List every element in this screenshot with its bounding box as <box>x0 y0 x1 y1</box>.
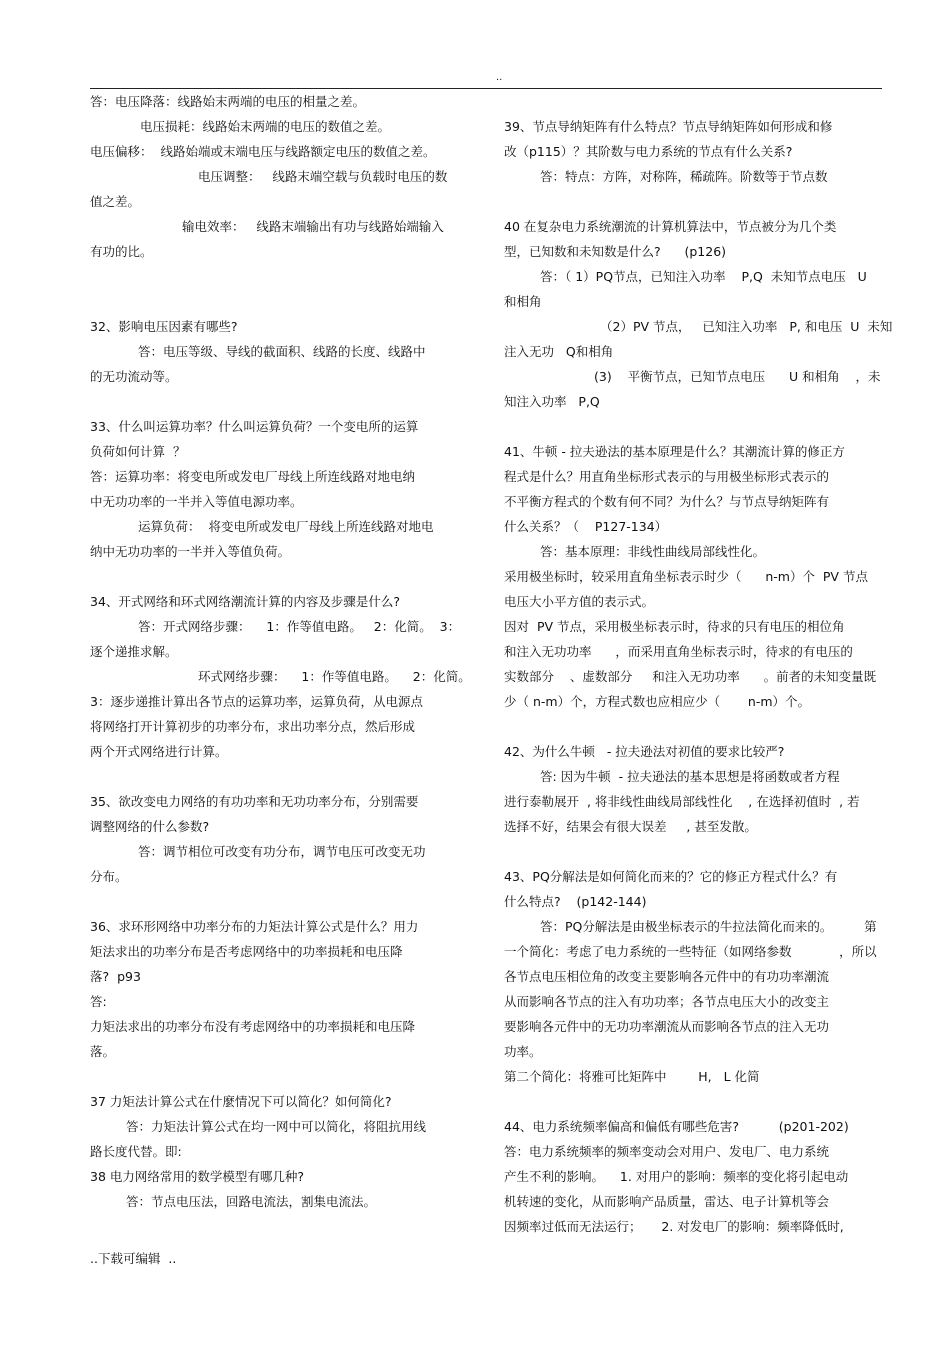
left-text-line: 37 力矩法计算公式在什麼情况下可以简化？如何简化? <box>90 1094 392 1109</box>
right-text-line <box>504 189 884 214</box>
left-text-line: 路长度代替。即: <box>90 1144 182 1159</box>
left-text-line: 落。 <box>90 1044 116 1059</box>
left-text-line: 电压偏移： 线路始端或末端电压与线路额定电压的数值之差。 <box>90 144 436 159</box>
right-text-line: 什么关系？（ P127-134） <box>504 519 668 534</box>
right-text-line: 和相角 <box>504 294 542 309</box>
left-text-line: 36、求环形网络中功率分布的力矩法计算公式是什么？用力 <box>90 919 419 934</box>
left-text-line <box>90 289 460 314</box>
right-text-line: 改（p115）？其阶数与电力系统的节点有什么关系? <box>504 144 793 159</box>
left-text-line: 将网络打开计算初步的功率分布，求出功率分点，然后形成 <box>90 719 416 734</box>
left-text-line <box>90 889 460 914</box>
left-text-line: 逐个递推求解。 <box>90 644 178 659</box>
right-text-line <box>504 714 884 739</box>
right-text-line: 答：电力系统频率的频率变动会对用户、发电厂、电力系统 <box>504 1144 830 1159</box>
right-text-line: 电压大小平方值的表示式。 <box>504 594 655 609</box>
right-text-line <box>504 89 884 114</box>
right-text-line <box>504 414 884 439</box>
right-text-line: 采用极坐标时，较采用直角坐标表示时少（ n-m）个 PV 节点 <box>504 569 868 584</box>
left-text-line: 3：逐步递推计算出各节点的运算功率，运算负荷，从电源点 <box>90 694 423 709</box>
right-text-line: 不平衡方程式的个数有何不同？为什么？与节点导纳矩阵有 <box>504 494 830 509</box>
left-text-line: 答: <box>90 994 107 1009</box>
right-text-line: 39、节点导纳矩阵有什么特点？节点导纳矩阵如何形成和修 <box>504 119 833 134</box>
right-text-line: 各节点电压相位角的改变主要影响各元件中的有功功率潮流 <box>504 969 830 984</box>
right-text-line: 从而影响各节点的注入有功功率；各节点电压大小的改变主 <box>504 994 830 1009</box>
left-text-line: 答：调节相位可改变有功分布，调节电压可改变无功 <box>138 844 426 859</box>
left-text-line: 33、什么叫运算功率？什么叫运算负荷？一个变电所的运算 <box>90 419 419 434</box>
right-text-line: 和注入无功功率 ，而采用直角坐标表示时，待求的有电压的 <box>504 644 853 659</box>
left-text-line: 纳中无功功率的一半并入等值负荷。 <box>90 544 291 559</box>
right-text-line: 要影响各元件中的无功功率潮流从而影响各节点的注入无功 <box>504 1019 830 1034</box>
footer-text: ..下载可编辑 .. <box>90 1251 177 1266</box>
right-text-line: 功率。 <box>504 1044 542 1059</box>
left-text-line: 34、开式网络和环式网络潮流计算的内容及步骤是什么? <box>90 594 401 609</box>
right-text-line: 42、为什么牛顿 - 拉夫逊法对初值的要求比较严? <box>504 744 785 759</box>
right-text-line: 43、PQ分解法是如何简化而来的？它的修正方程式什么？有 <box>504 869 838 884</box>
right-text-line: 少（ n-m）个，方程式数也应相应少（ n-m）个。 <box>504 694 811 709</box>
right-text-line <box>504 839 884 864</box>
left-column <box>90 89 471 1214</box>
right-column <box>504 89 893 1239</box>
left-text-line: 落? p93 <box>90 969 141 984</box>
left-text-line <box>90 1064 460 1089</box>
left-text-line: 38 电力网络常用的数学模型有哪几种? <box>90 1169 305 1184</box>
right-text-line: 什么特点? (p142-144) <box>504 894 647 909</box>
left-text-line: 分布。 <box>90 869 128 884</box>
left-text-line: 的无功流动等。 <box>90 369 178 384</box>
left-text-line: 答：力矩法计算公式在均一网中可以简化，将阻抗用线 <box>126 1119 427 1134</box>
right-text-line: 机转速的变化，从而影响产品质量，雷达、电子计算机等会 <box>504 1194 830 1209</box>
right-text-line: 答：特点：方阵，对称阵，稀疏阵。阶数等于节点数 <box>540 169 828 184</box>
right-text-line: 进行泰勒展开 , 将非线性曲线局部线性化 , 在选择初值时 , 若 <box>504 794 860 809</box>
left-text-line: 环式网络步骤： 1：作等值电路。 2：化简。 <box>198 669 471 684</box>
left-text-line: 答：运算功率：将变电所或发电厂母线上所连线路对地电纳 <box>90 469 416 484</box>
left-text-line: 值之差。 <box>90 194 141 209</box>
left-text-line <box>90 764 460 789</box>
right-text-line: 答：PQ分解法是由极坐标表示的牛拉法简化而来的。 第 <box>540 919 877 934</box>
left-text-line: 两个开式网络进行计算。 <box>90 744 228 759</box>
right-text-line: 知注入功率 P,Q <box>504 394 600 409</box>
right-text-line: 答: 因为牛顿 - 拉夫逊法的基本思想是将函数或者方程 <box>540 769 840 784</box>
left-text-line: 负荷如何计算 ？ <box>90 444 186 459</box>
right-text-line: （2）PV 节点， 已知注入功率 P, 和电压 U 未知 <box>600 319 893 334</box>
right-text-line: 40 在复杂电力系统潮流的计算机算法中，节点被分为几个类 <box>504 219 837 234</box>
left-text-line: 答：电压降落：线路始末两端的电压的相量之差。 <box>90 94 366 109</box>
left-text-line: 有功的比。 <box>90 244 153 259</box>
right-text-line: 实数部分 、虚数部分 和注入无功功率 。前者的未知变量既 <box>504 669 877 684</box>
left-text-line: 答：电压等级、导线的截面积、线路的长度、线路中 <box>138 344 426 359</box>
right-text-line: (3) 平衡节点，已知节点电压 U 和相角 ，未 <box>594 369 881 384</box>
left-text-line: 中无功功率的一半并入等值电源功率。 <box>90 494 303 509</box>
right-text-line: 一个简化：考虑了电力系统的一些特征（如网络参数 ，所以 <box>504 944 877 959</box>
right-text-line: 因频率过低而无法运行； 2. 对发电厂的影响：频率降低时, <box>504 1219 844 1234</box>
left-text-line <box>90 264 460 289</box>
left-text-line: 调整网络的什么参数? <box>90 819 210 834</box>
right-text-line: 44、电力系统频率偏高和偏低有哪些危害? (p201-202) <box>504 1119 849 1134</box>
right-text-line <box>504 1089 884 1114</box>
right-text-line: 因对 PV 节点，采用极坐标表示时，待求的只有电压的相位角 <box>504 619 845 634</box>
left-text-line: 输电效率： 线路末端输出有功与线路始端输入 <box>182 219 444 234</box>
left-text-line: 32、影响电压因素有哪些? <box>90 319 238 334</box>
left-text-line: 答：开式网络步骤： 1：作等值电路。 2：化简。 3： <box>138 619 461 634</box>
left-text-line <box>90 564 460 589</box>
left-text-line: 35、欲改变电力网络的有功功率和无功功率分布，分别需要 <box>90 794 419 809</box>
right-text-line: 程式是什么？用直角坐标形式表示的与用极坐标形式表示的 <box>504 469 830 484</box>
left-text-line: 矩法求出的功率分布是否考虑网络中的功率损耗和电压降 <box>90 944 403 959</box>
right-text-line: 41、牛顿 - 拉夫逊法的基本原理是什么？其潮流计算的修正方 <box>504 444 845 459</box>
right-text-line: 产生不利的影响。 1. 对用户的影响：频率的变化将引起电动 <box>504 1169 849 1184</box>
right-text-line: 选择不好，结果会有很大误差 , 甚至发散。 <box>504 819 757 834</box>
left-text-line: 运算负荷： 将变电所或发电厂母线上所连线路对地电 <box>138 519 434 534</box>
header-dots: .. <box>496 72 503 83</box>
left-text-line: 答：节点电压法，回路电流法，割集电流法。 <box>126 1194 377 1209</box>
right-text-line: 第二个简化：将雅可比矩阵中 H, L 化简 <box>504 1069 760 1084</box>
left-text-line: 电压调整： 线路末端空载与负载时电压的数 <box>198 169 448 184</box>
left-text-line: 电压损耗：线路始末两端的电压的数值之差。 <box>140 119 391 134</box>
right-text-line: 答：（ 1）PQ节点，已知注入功率 P,Q 未知节点电压 U <box>540 269 867 284</box>
right-text-line: 注入无功 Q和相角 <box>504 344 614 359</box>
left-text-line <box>90 389 460 414</box>
left-text-line: 力矩法求出的功率分布没有考虑网络中的功率损耗和电压降 <box>90 1019 416 1034</box>
right-text-line: 答：基本原理：非线性曲线局部线性化。 <box>540 544 766 559</box>
right-text-line: 型，已知数和未知数是什么? (p126) <box>504 244 727 259</box>
